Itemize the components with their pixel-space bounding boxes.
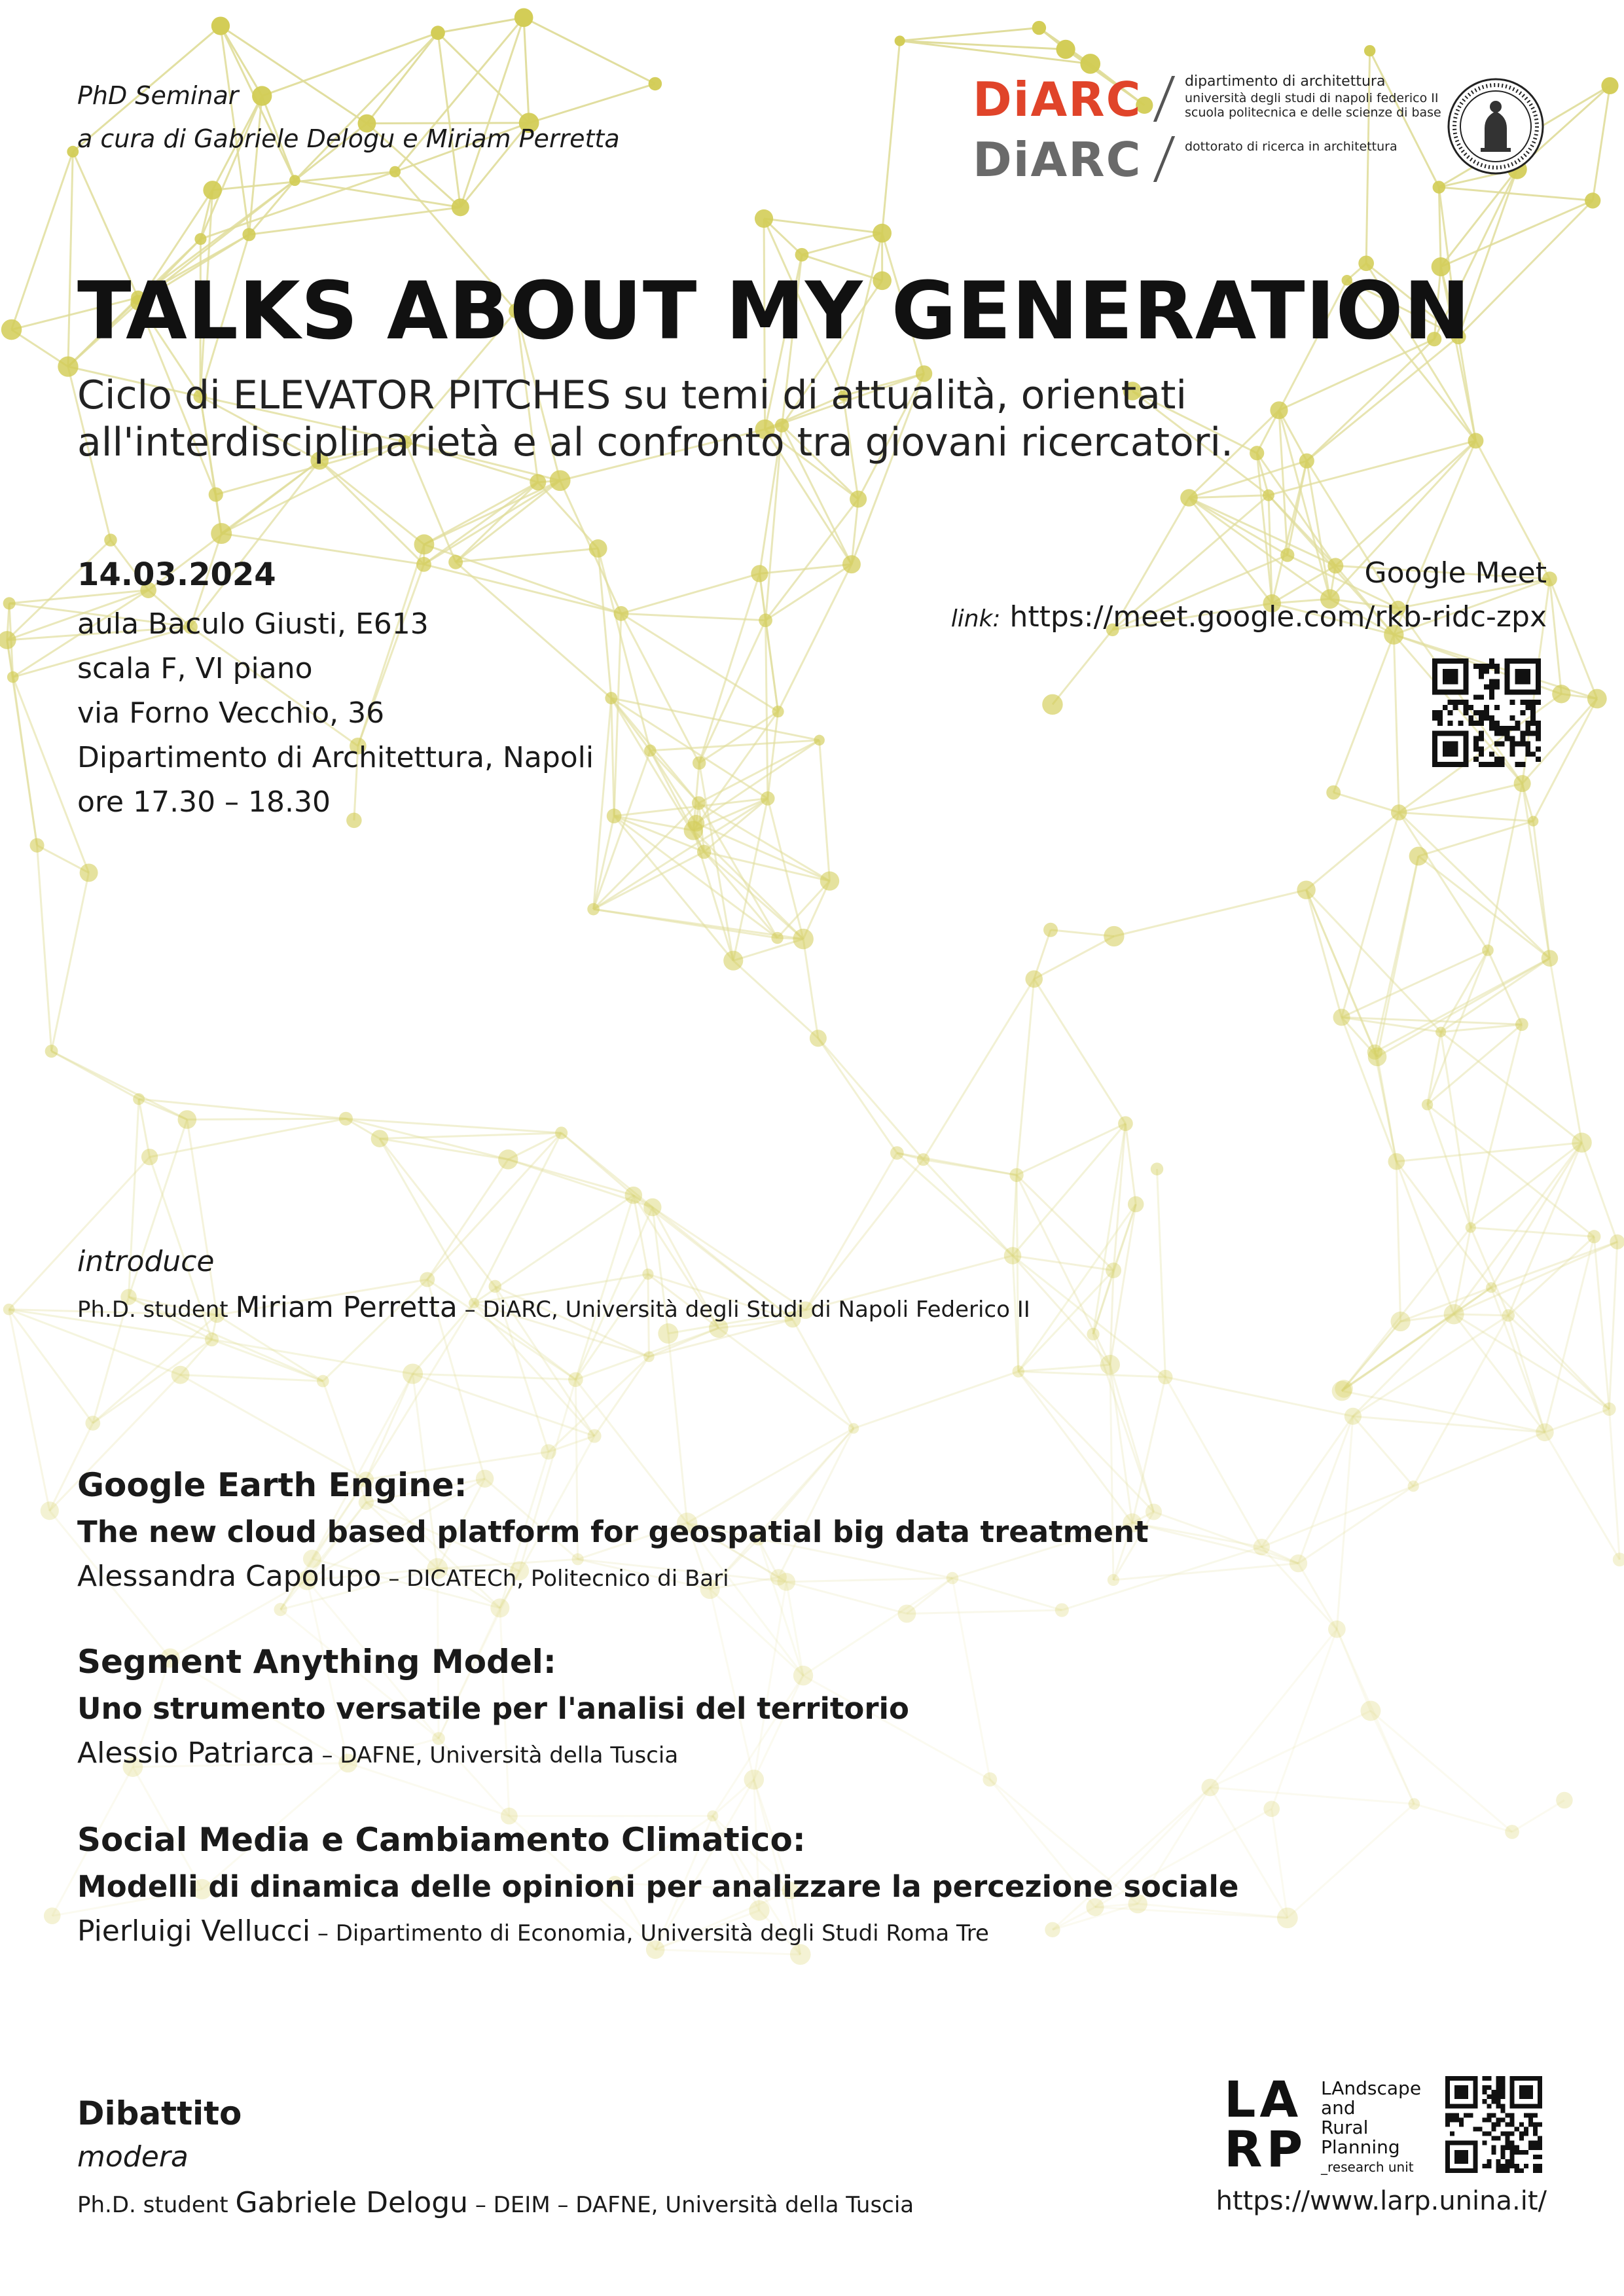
moderator-line — [77, 2186, 914, 2219]
talk-speaker: Pierluigi Vellucci — [77, 1914, 311, 1948]
larp-mark — [1224, 2070, 1307, 2178]
diarc-logo-grey: DiARC — [973, 132, 1142, 187]
diarc-university-line: università degli studi di napoli federico II — [1185, 91, 1439, 105]
intro-label: introduce — [77, 1245, 215, 1278]
larp-line-5: _research unit — [1321, 2159, 1414, 2175]
larp-logo — [1224, 2070, 1440, 2179]
moderator-role: Ph.D. student — [77, 2192, 228, 2218]
talk-affiliation: – DICATECh, Politecnico di Bari — [381, 1566, 729, 1592]
moderator-label: modera — [77, 2140, 189, 2174]
larp-line-4: Planning — [1321, 2136, 1400, 2158]
event-date: 14.03.2024 — [77, 556, 276, 593]
phd-line: dottorato di ricerca in architettura — [1185, 139, 1398, 154]
talk-speaker-line — [77, 1736, 909, 1770]
talk-heading: Segment Anything Model: — [77, 1643, 556, 1681]
subtitle-line-1: Ciclo di ELEVATOR PITCHES su temi di attualità, orientati — [77, 372, 1187, 418]
talk-speaker-line — [77, 1914, 1238, 1948]
diarc-logo-red: DiARC — [973, 72, 1142, 127]
talk-speaker-line — [77, 1560, 1149, 1593]
talk-speaker: Alessio Patriarca — [77, 1736, 315, 1770]
meet-qr-code-icon[interactable] — [1432, 658, 1541, 767]
intro-name: Miriam Perretta — [235, 1291, 458, 1324]
curated-by: a cura di Gabriele Delogu e Miriam Perretta — [77, 124, 620, 153]
intro-role: Ph.D. student — [77, 1297, 228, 1323]
larp-text — [1321, 2079, 1421, 2177]
venue-details — [77, 602, 594, 825]
seminar-label: PhD Seminar — [77, 81, 239, 110]
talk-speaker: Alessandra Capolupo — [77, 1560, 382, 1593]
meet-url-link[interactable]: https://meet.google.com/rkb-ridc-zpx — [1009, 600, 1547, 634]
talk-heading: Social Media e Cambiamento Climatico: — [77, 1821, 806, 1859]
debate-heading: Dibattito — [77, 2094, 242, 2132]
venue-floor: scala F, VI piano — [77, 652, 313, 685]
diarc-logo-block — [973, 72, 1441, 190]
meet-platform: Google Meet — [1364, 556, 1547, 590]
larp-mark-top: LA — [1224, 2070, 1303, 2128]
moderator-name: Gabriele Delogu — [235, 2186, 469, 2219]
moderator-affiliation: – DEIM – DAFNE, Università della Tuscia — [468, 2192, 914, 2218]
talk-item — [77, 1466, 1149, 1593]
talk-item — [77, 1643, 909, 1770]
talk-subheading: Uno strumento versatile per l'analisi del territorio — [77, 1691, 909, 1726]
talk-item — [77, 1821, 1238, 1948]
talk-affiliation: – DAFNE, Università della Tuscia — [314, 1742, 679, 1768]
university-seal-icon — [1447, 77, 1545, 175]
venue-room: aula Baculo Giusti, E613 — [77, 607, 429, 641]
larp-line-2: and — [1321, 2097, 1356, 2119]
subtitle-line-2: all'interdisciplinarietà e al confronto tra giovani ricercatori. — [77, 420, 1234, 465]
larp-mark-bottom: RP — [1224, 2120, 1307, 2178]
meet-link-line — [951, 600, 1547, 634]
event-subtitle — [77, 372, 1233, 466]
diarc-slash-icon — [1153, 76, 1188, 122]
larp-qr-code-icon[interactable] — [1445, 2076, 1542, 2173]
venue-department: Dipartimento di Architettura, Napoli — [77, 741, 594, 774]
intro-speaker-line — [77, 1291, 1030, 1324]
diarc-dept-line: dipartimento di architettura — [1185, 73, 1386, 90]
diarc-school-line: scuola politecnica e delle scienze di base — [1185, 105, 1441, 120]
diarc-slash-icon — [1153, 136, 1188, 182]
event-title: TALKS ABOUT MY GENERATION — [77, 265, 1471, 357]
intro-affiliation: – DiARC, Università degli Studi di Napoli Federico II — [457, 1297, 1030, 1323]
larp-line-1: LAndscape — [1321, 2077, 1422, 2099]
venue-street: via Forno Vecchio, 36 — [77, 696, 385, 730]
talk-affiliation: – Dipartimento di Economia, Università degli Studi Roma Tre — [310, 1920, 989, 1946]
talk-subheading: Modelli di dinamica delle opinioni per analizzare la percezione sociale — [77, 1869, 1239, 1904]
larp-url-link[interactable]: https://www.larp.unina.it/ — [1216, 2186, 1547, 2216]
venue-time: ore 17.30 – 18.30 — [77, 785, 331, 819]
meet-link-label: link: — [950, 605, 1001, 632]
larp-line-3: Rural — [1321, 2117, 1369, 2138]
talk-subheading: The new cloud based platform for geospatial big data treatment — [77, 1515, 1149, 1549]
talk-heading: Google Earth Engine: — [77, 1466, 467, 1504]
